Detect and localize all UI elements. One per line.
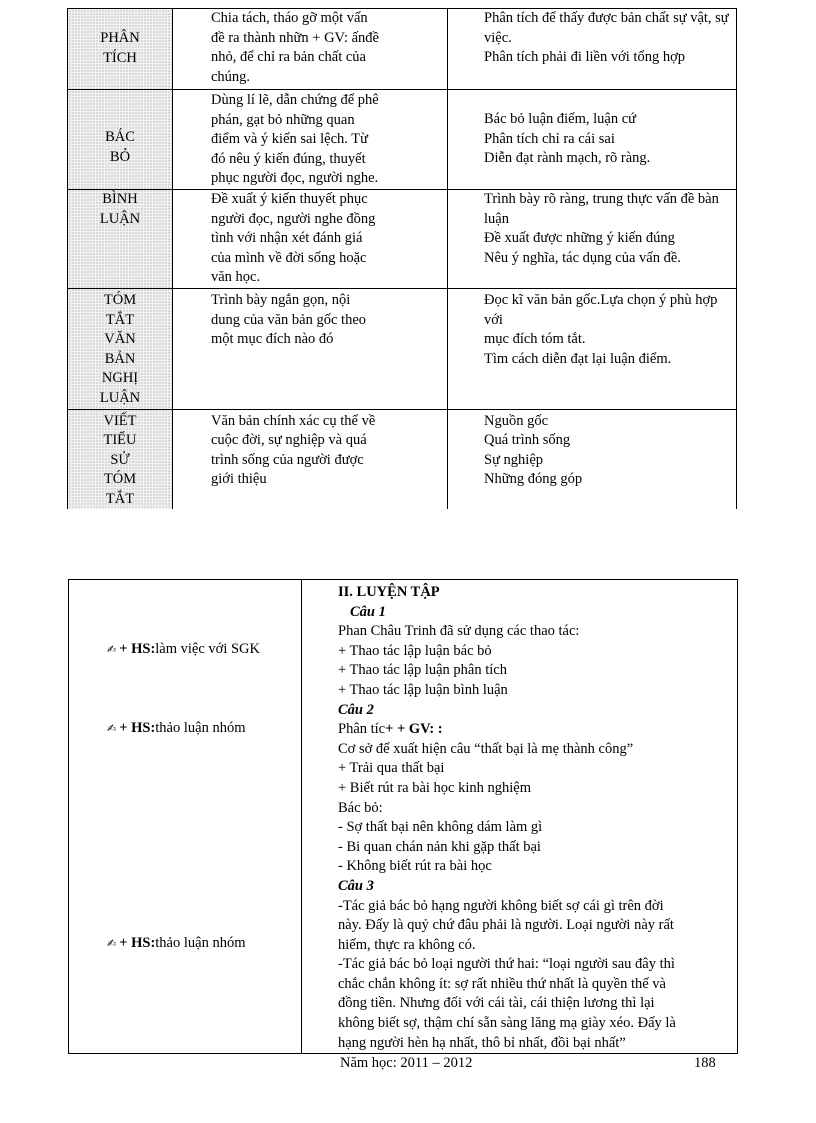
term-text: TÍCH (103, 49, 137, 66)
activity-note (107, 719, 246, 739)
answer-line: -Tác giả bác bỏ hạng người không biết sợ cái gì trên đời (338, 897, 664, 914)
term-text: VĂN (104, 331, 136, 348)
section-title: II. LUYỆN TẬP (338, 584, 440, 600)
term-text: BÌNH (102, 190, 138, 207)
requirement-text: Đọc kĩ văn bản gốc.Lựa chọn ý phù hợp với (484, 291, 718, 328)
term-text: NGHỊ (101, 370, 139, 387)
answer-line: chắc chắn không ít: sợ rất nhiều thứ nhất là quyền thế và (338, 975, 666, 992)
definition-text: tình với nhận xét đánh giá (211, 230, 363, 247)
answer-line: + Thao tác lập luận phân tích (338, 662, 507, 679)
definition-text: chúng. (211, 68, 251, 85)
term-text: LUẬN (99, 210, 141, 227)
pointing-hand-icon: ✍ (107, 937, 117, 950)
answer-line: Phan Châu Trinh đã sử dụng các thao tác: (338, 623, 580, 640)
requirement-text: Bác bỏ luận điểm, luận cứ (484, 111, 637, 127)
answer-line: không biết sợ, thậm chí sẵn sàng lăng mạ giày xéo. Đấy là (338, 1015, 676, 1032)
definition-text: cuộc đời, sự nghiệp và quá (211, 432, 367, 449)
definition-cell (173, 409, 448, 509)
pointing-hand-icon: ✍ (107, 643, 117, 656)
note-text: thảo luận nhóm (155, 935, 246, 951)
term-text: VIẾT (103, 412, 137, 429)
term-cell (68, 409, 173, 509)
term-text: BÁC (105, 129, 135, 145)
answer-line (338, 720, 727, 740)
answer-line: + Biết rút ra bài học kinh nghiệm (338, 779, 532, 796)
answer-line: đồng tiền. Nhưng đối với cái tài, cái thiện lương thì lại (338, 995, 655, 1012)
requirement-text: Những đóng góp (484, 471, 583, 488)
requirement-text: Nguồn gốc (484, 412, 549, 429)
term-text: LUẬN (99, 389, 141, 406)
definition-text: Văn bản chính xác cụ thể về (211, 412, 376, 429)
table-row (68, 9, 737, 90)
term-text: TẮT (105, 490, 135, 507)
term-text: BỎ (109, 148, 131, 165)
requirement-text: Phân tích phải đi liền với tổng hợp (484, 49, 685, 66)
table-row (68, 409, 737, 509)
answer-line: -Tác giả bác bỏ loại người thứ hai: “loại người sau đây thì (338, 956, 675, 973)
requirement-text: Trình bày rõ ràng, trung thực vấn đề bàn (484, 190, 719, 207)
requirement-cell (448, 409, 737, 509)
requirement-text: Diễn đạt rành mạch, rõ ràng. (484, 150, 651, 167)
note-text: làm việc với SGK (155, 641, 261, 657)
definition-text: giới thiệu (211, 471, 267, 488)
table-row (68, 288, 737, 409)
definition-text: phán, gạt bỏ những quan (211, 111, 355, 128)
answer-line: Bác bỏ: (338, 799, 383, 816)
answer-prefix: Phân tíc (338, 721, 386, 738)
note-role: + HS: (119, 935, 156, 951)
answer-line: này. Đấy là quỷ chứ đâu phải là người. Loại người này rất (338, 917, 674, 934)
page-number: 188 (694, 1055, 716, 1071)
answer-line: + Thao tác lập luận bác bỏ (338, 642, 492, 659)
term-cell (68, 90, 173, 190)
note-role: + HS: (119, 641, 156, 657)
question-title: Câu 3 (338, 877, 374, 894)
requirement-text: Nêu ý nghĩa, tác dụng của vấn đề. (484, 249, 681, 266)
term-text: BẢN (104, 350, 136, 367)
question-title: Câu 1 (350, 603, 386, 620)
argument-operations-table (67, 8, 737, 509)
requirement-cell (448, 288, 737, 409)
activity-note (107, 934, 246, 954)
definition-cell (173, 288, 448, 409)
term-cell (68, 189, 173, 288)
requirement-cell (448, 9, 737, 90)
definition-cell (173, 189, 448, 288)
activity-note (107, 640, 260, 660)
school-year-footer: Năm học: 2011 – 2012 (340, 1055, 473, 1071)
term-cell (68, 288, 173, 409)
requirement-text: Tìm cách diễn đạt lại luận điểm. (484, 350, 672, 367)
definition-text: Đề xuất ý kiến thuyết phục (211, 190, 368, 207)
definition-text: dung của văn bản gốc theo (211, 311, 367, 328)
answer-line: - Bi quan chán nản khi gặp thất bại (338, 838, 541, 855)
term-text: TẮT (105, 311, 135, 328)
definition-text: điểm và ý kiến sai lệch. Từ (211, 131, 368, 148)
definition-text: văn học. (211, 269, 261, 286)
term-text: TÓM (103, 471, 137, 488)
requirement-text: Phân tích để thấy được bản chất sự vật, sự (484, 10, 729, 26)
requirement-text: việc. (484, 29, 512, 46)
definition-text: một mục đích nào đó (211, 331, 334, 348)
definition-text: của mình về đời sống hoặc (211, 249, 367, 266)
note-text: thảo luận nhóm (155, 720, 246, 736)
definition-text: trình sống của người được (211, 451, 364, 468)
activity-notes-cell (69, 580, 302, 1054)
requirement-text: Phân tích chỉ ra cái sai (484, 130, 615, 147)
definition-text: đó nêu ý kiến đúng, thuyết (211, 150, 366, 167)
definition-text: phục người đọc, người nghe. (211, 170, 379, 187)
term-text: PHÂN (100, 30, 140, 46)
term-cell (68, 9, 173, 90)
answer-line: - Sợ thất bại nên không dám làm gì (338, 819, 543, 836)
answer-line: - Không biết rút ra bài học (338, 858, 492, 875)
term-text: TIỂU (103, 432, 137, 449)
definition-text: Dùng lí lẽ, dẫn chứng để phê (211, 92, 379, 108)
question-title: Câu 2 (338, 701, 374, 718)
requirement-cell (448, 189, 737, 288)
requirement-text: Đề xuất được những ý kiến đúng (484, 230, 675, 247)
term-text: SỬ (110, 451, 130, 468)
note-role: + HS: (119, 720, 156, 736)
definition-cell (173, 90, 448, 190)
answer-line: hạng người hèn hạ nhất, thô bỉ nhất, đồi bại nhất” (338, 1034, 626, 1051)
requirement-text: luận (484, 210, 509, 227)
practice-content-cell (302, 580, 738, 1054)
practice-table (68, 579, 738, 1054)
requirement-text: Sự nghiệp (484, 451, 544, 468)
table-row (69, 580, 738, 1054)
answer-line: Cơ sở để xuất hiện câu “thất bại là mẹ thành công” (338, 740, 634, 757)
definition-cell (173, 9, 448, 90)
definition-text: đề ra thành nhữn + GV: ấnđề (211, 29, 379, 46)
pointing-hand-icon: ✍ (107, 722, 117, 735)
answer-line: + Thao tác lập luận bình luận (338, 681, 508, 698)
definition-text: nhỏ, để chỉ ra bản chất của (211, 49, 366, 66)
answer-line: + Trải qua thất bại (338, 760, 445, 777)
term-text: TÓM (103, 291, 137, 308)
answer-line: hiếm, thực ra không có. (338, 936, 476, 953)
requirement-cell (448, 90, 737, 190)
table-row (68, 90, 737, 190)
definition-text: người đọc, người nghe đồng (211, 210, 376, 227)
requirement-text: Quá trình sống (484, 432, 571, 449)
definition-text: Trình bày ngắn gọn, nội (211, 291, 351, 308)
teacher-marker: + + GV: : (385, 721, 443, 738)
definition-text: Chia tách, tháo gỡ một vấn (211, 10, 368, 26)
requirement-text: mục đích tóm tắt. (484, 331, 586, 348)
table-row (68, 189, 737, 288)
